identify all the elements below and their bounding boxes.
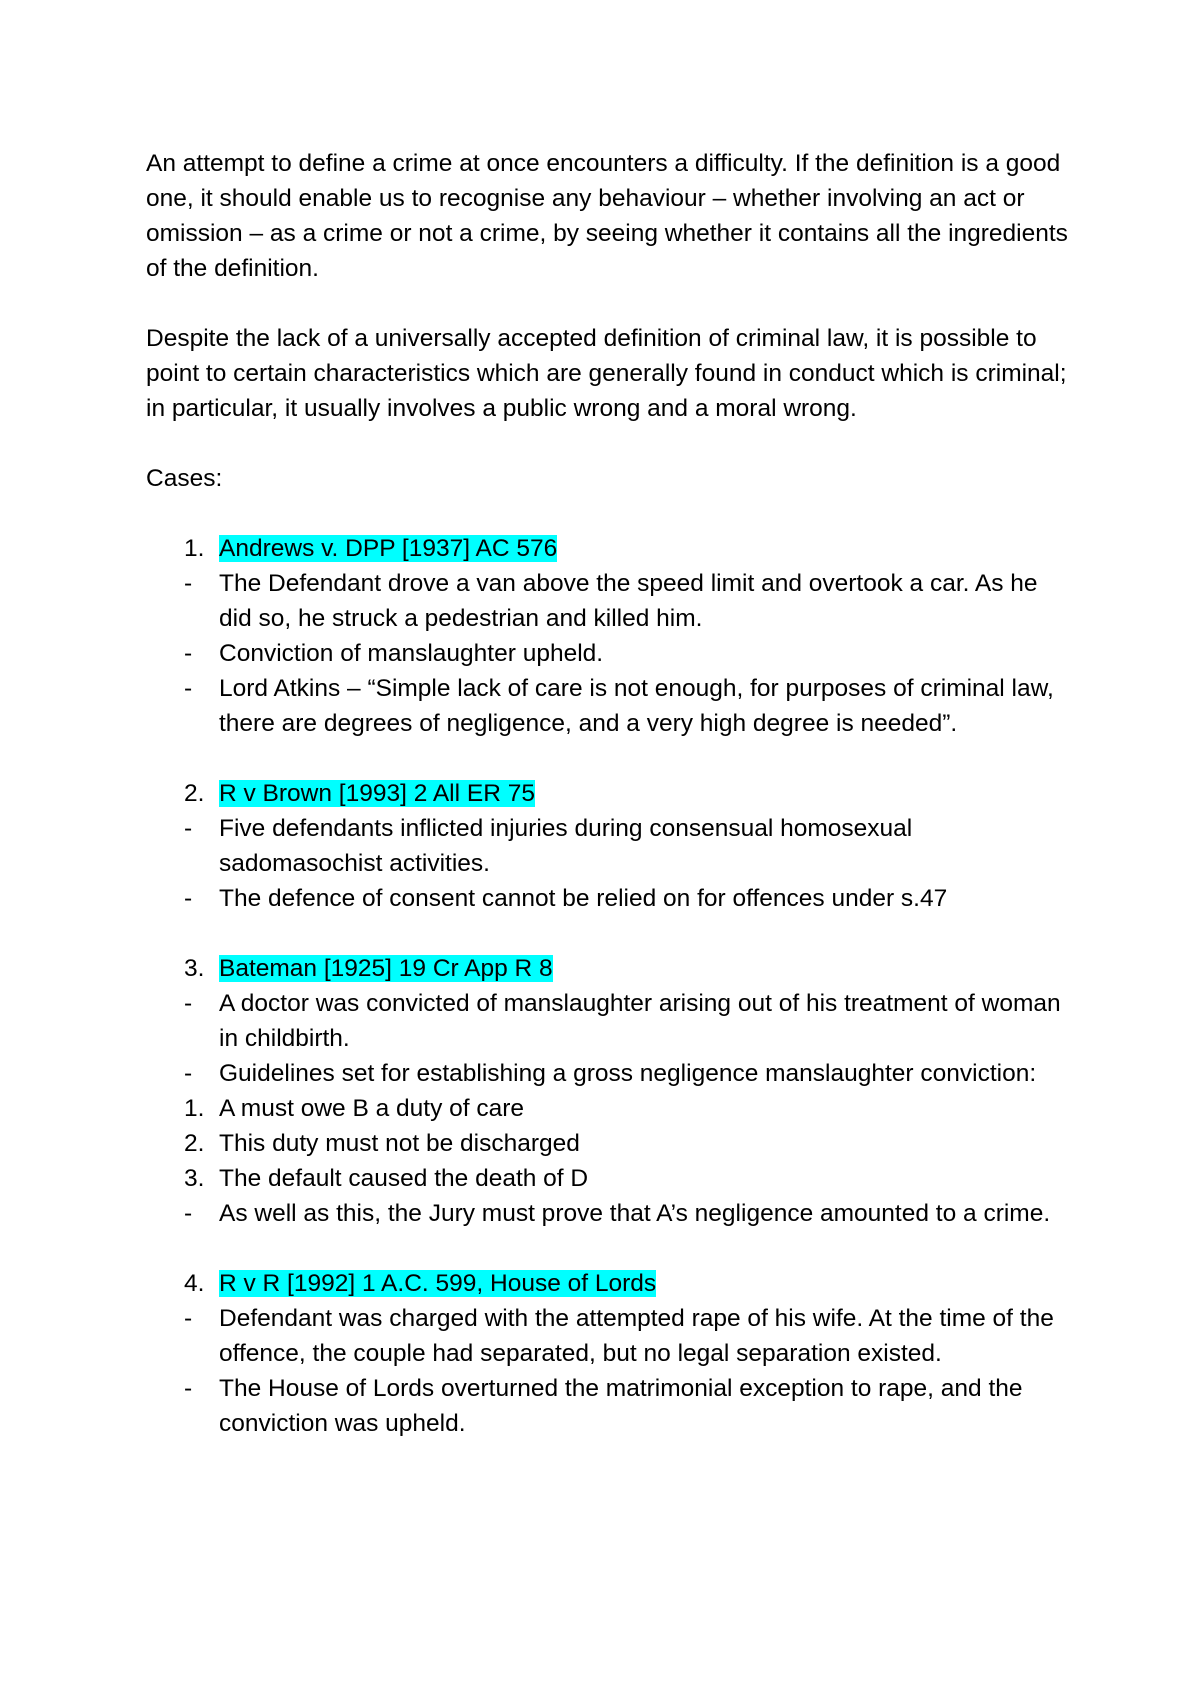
bullet-marker: - (184, 1200, 193, 1227)
case-title-highlighted: Bateman [1925] 19 Cr App R 8 (219, 955, 553, 982)
item-text: This duty must not be discharged (219, 1130, 580, 1157)
bullet-marker: - (184, 1060, 193, 1087)
intro-paragraph-2: Despite the lack of a universally accepted definition of criminal law, it is possible to point to certain characteristics which are generally found in conduct which is criminal; in particular, it usually involves a public wrong and a moral wrong. (146, 325, 1067, 422)
case-bullet (146, 1371, 1076, 1441)
case-number: 3. (184, 955, 205, 982)
bullet-marker: - (184, 570, 193, 597)
case-number: 1. (184, 535, 205, 562)
bullet-text: The defence of consent cannot be relied on for offences under s.47 (219, 885, 948, 912)
bullet-marker: - (184, 1305, 193, 1332)
case-r-v-r (146, 1266, 1076, 1441)
case-title-highlighted: Andrews v. DPP [1937] AC 576 (219, 535, 558, 562)
case-numbered-item (146, 1161, 1076, 1196)
bullet-text: Five defendants inflicted injuries during consensual homosexual sadomasochist activities. (219, 815, 913, 877)
case-list (146, 531, 1076, 1441)
bullet-text: Lord Atkins – “Simple lack of care is not enough, for purposes of criminal law, there are degrees of negligence, and a very high degree is needed”. (219, 675, 1054, 737)
case-numbered-item (146, 1091, 1076, 1126)
bullet-text: Conviction of manslaughter upheld. (219, 640, 604, 667)
bullet-marker: - (184, 815, 193, 842)
case-number: 4. (184, 1270, 205, 1297)
cases-heading: Cases: (146, 465, 223, 492)
item-number: 1. (184, 1095, 205, 1122)
bullet-marker: - (184, 640, 193, 667)
case-bullet (146, 1196, 1076, 1231)
case-bullet (146, 1056, 1076, 1091)
case-bullet (146, 671, 1076, 741)
case-number: 2. (184, 780, 205, 807)
case-bullet (146, 986, 1076, 1056)
bullet-text: A doctor was convicted of manslaughter arising out of his treatment of woman in childbirth. (219, 990, 1061, 1052)
case-bateman (146, 951, 1076, 1231)
case-numbered-item (146, 1126, 1076, 1161)
item-number: 3. (184, 1165, 205, 1192)
case-title-row (146, 1266, 1076, 1301)
bullet-text: As well as this, the Jury must prove that A’s negligence amounted to a crime. (219, 1200, 1051, 1227)
intro-paragraph-1: An attempt to define a crime at once encounters a difficulty. If the definition is a good one, it should enable us to recognise any behaviour – whether involving an act or omission – as a crime or not a crime, by seeing whether it contains all the ingredients of the definition. (146, 150, 1068, 282)
case-title-row (146, 951, 1076, 986)
bullet-marker: - (184, 1375, 193, 1402)
case-title-highlighted: R v R [1992] 1 A.C. 599, House of Lords (219, 1270, 657, 1297)
case-brown (146, 776, 1076, 916)
item-number: 2. (184, 1130, 205, 1157)
bullet-text: The Defendant drove a van above the speed limit and overtook a car. As he did so, he struck a pedestrian and killed him. (219, 570, 1038, 632)
bullet-text: Guidelines set for establishing a gross negligence manslaughter conviction: (219, 1060, 1037, 1087)
case-title-highlighted: R v Brown [1993] 2 All ER 75 (219, 780, 535, 807)
bullet-text: Defendant was charged with the attempted rape of his wife. At the time of the offence, the couple had separated, but no legal separation existed. (219, 1305, 1054, 1367)
case-andrews (146, 531, 1076, 741)
case-bullet (146, 566, 1076, 636)
case-bullet (146, 811, 1076, 881)
case-bullet (146, 1301, 1076, 1371)
case-bullet (146, 881, 1076, 916)
bullet-marker: - (184, 675, 193, 702)
case-bullet (146, 636, 1076, 671)
document-page (146, 146, 1076, 1441)
bullet-text: The House of Lords overturned the matrimonial exception to rape, and the conviction was upheld. (219, 1375, 1023, 1437)
item-text: The default caused the death of D (219, 1165, 589, 1192)
bullet-marker: - (184, 885, 193, 912)
case-title-row (146, 531, 1076, 566)
item-text: A must owe B a duty of care (219, 1095, 525, 1122)
case-title-row (146, 776, 1076, 811)
bullet-marker: - (184, 990, 193, 1017)
